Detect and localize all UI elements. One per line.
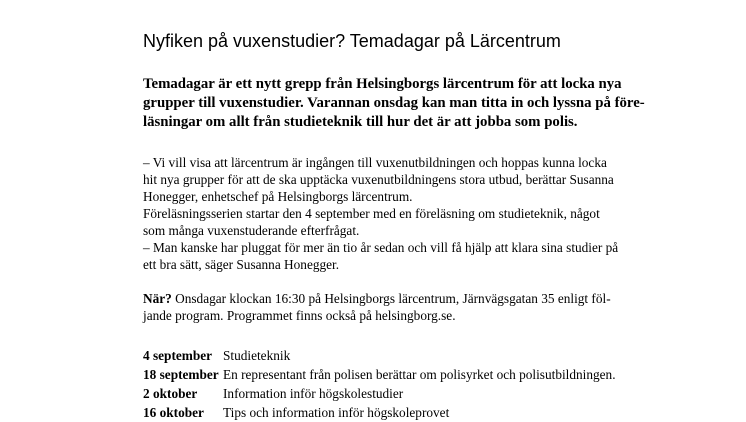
program-date: 2 oktober (143, 386, 198, 401)
program-row (143, 365, 663, 384)
lead-line: Temadagar är ett nytt grepp från Helsingborgs lärcentrum för att locka nya (143, 76, 622, 92)
article-title: Nyfiken på vuxenstudier? Temadagar på Lärcentrum (143, 31, 561, 51)
body-paragraph-quote-2 (143, 239, 643, 273)
program-description: Information inför högskolestudier (223, 386, 404, 401)
when-line: jande program. Programmet finns också på helsingborg.se. (143, 308, 456, 323)
body-line: Föreläsningsserien startar den 4 september med en föreläsning om studieteknik, något (143, 206, 600, 221)
program-list (143, 346, 663, 422)
program-row (143, 384, 663, 403)
program-date: 18 september (143, 367, 219, 382)
program-date: 4 september (143, 348, 213, 363)
program-row (143, 403, 663, 422)
body-line: som många vuxenstuderande efterfrågat. (143, 223, 360, 238)
lead-paragraph (143, 75, 643, 132)
body-paragraph-series (143, 205, 643, 239)
body-line: – Vi vill visa att lärcentrum är ingången till vuxenutbildningen och hoppas kunna locka (143, 155, 607, 170)
body-paragraph-quote (143, 154, 643, 205)
body-line: – Man kanske har pluggat för mer än tio år sedan och vill få hjälp att klara sina studier på (143, 240, 619, 255)
program-row (143, 346, 663, 365)
when-line (143, 290, 643, 307)
program-description: Tips och information inför högskoleprovet (223, 405, 450, 420)
when-text: Onsdagar klockan 16:30 på Helsingborgs lärcentrum, Järnvägsgatan 35 enligt föl- (171, 291, 611, 306)
when-label: När? (143, 291, 172, 306)
program-description: Studieteknik (223, 348, 291, 363)
lead-line: läsningar om allt från studieteknik till hur det är att jobba som polis. (143, 114, 578, 130)
program-date: 16 oktober (143, 405, 204, 420)
body-line: hit nya grupper för att de ska upptäcka vuxenutbildningens stora utbud, berättar Susanna (143, 172, 614, 187)
lead-line: grupper till vuxenstudier. Varannan onsdag kan man titta in och lyssna på före- (143, 95, 645, 111)
program-description: En representant från polisen berättar om polisyrket och polisutbildningen. (223, 367, 616, 382)
when-paragraph (143, 290, 643, 324)
body-line: ett bra sätt, säger Susanna Honegger. (143, 257, 340, 272)
body-line: Honegger, enhetschef på Helsingborgs lärcentrum. (143, 189, 413, 204)
